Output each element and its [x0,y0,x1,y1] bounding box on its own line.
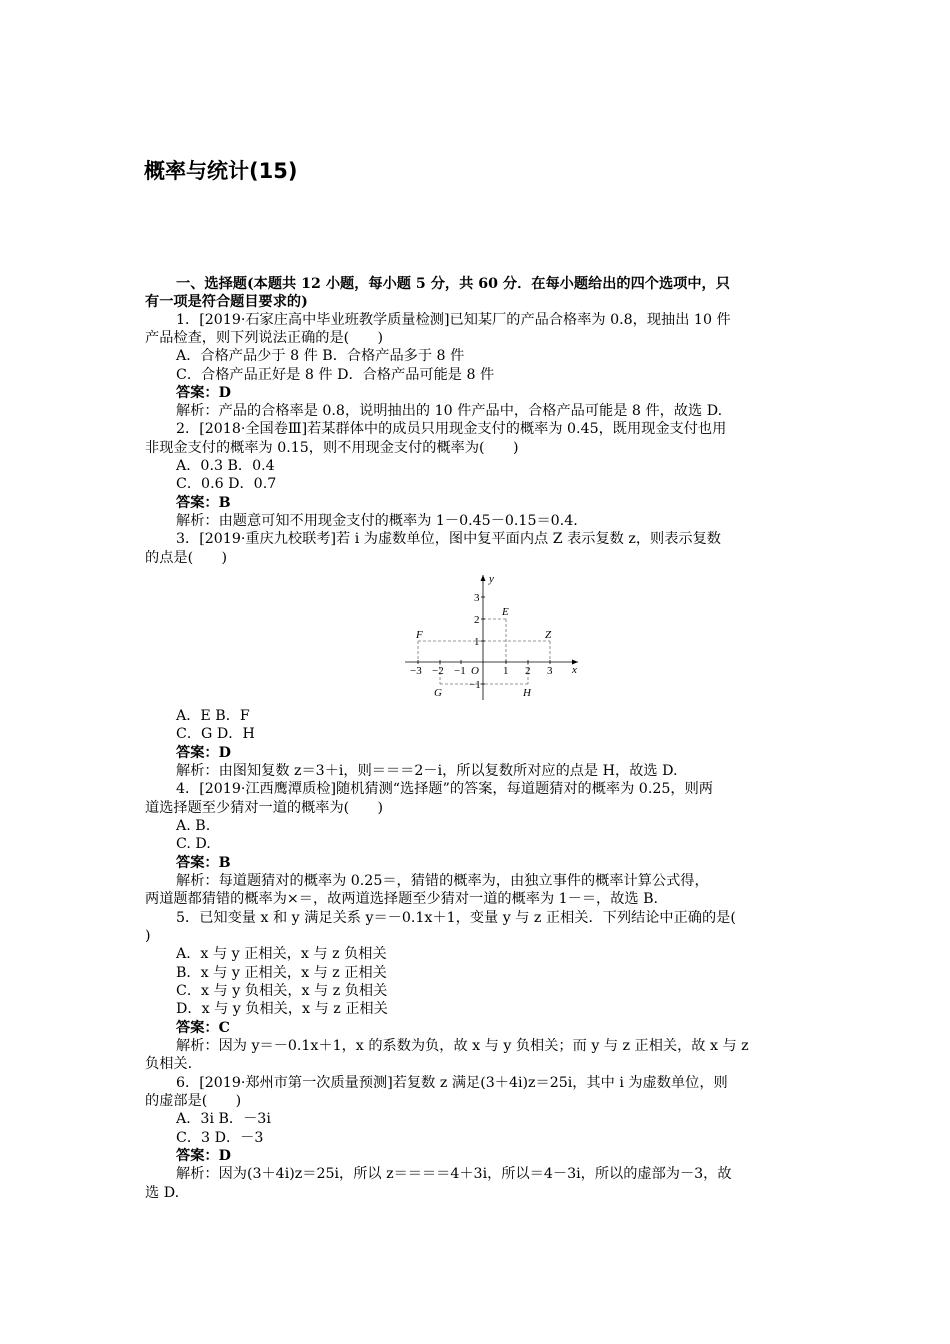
point-g-label: G [434,687,442,699]
q6-answer: 答案：D [176,1148,231,1164]
y-tick: 3 [474,592,480,604]
q2-analysis: 解析：由题意可知不用现金支付的概率为 1－0.45－0.15＝0.4. [176,513,578,529]
q1-options-ab: A．合格产品少于 8 件 B．合格产品多于 8 件 [176,348,465,364]
origin-label: O [471,665,479,677]
x-axis-label: x [572,664,577,676]
q4-options-cd: C. D. [176,836,211,852]
y-axis-label: y [489,573,494,585]
q4-analysis-cont: 两道题都猜错的概率为×＝，故两道选择题至少猜对一道的概率为 1－＝，故选 B. [145,891,659,907]
q6-stem-cont: 的虚部是( ) [145,1093,242,1109]
point-h-label: H [523,687,531,699]
x-tick: 3 [547,665,553,677]
q5-analysis-cont: 负相关. [145,1056,193,1072]
q6-analysis-cont: 选 D. [145,1185,180,1201]
q1-options-cd: C．合格产品正好是 8 件 D．合格产品可能是 8 件 [176,367,495,383]
q3-answer: 答案：D [176,745,231,761]
q4-stem: 4．[2019·江西鹰潭质检]随机猜测“选择题”的答案，每道题猜对的概率为 0.25，则两 [176,781,713,797]
q5-option-c: C．x 与 y 负相关，x 与 z 负相关 [176,983,388,999]
q2-stem: 2．[2018·全国卷Ⅲ]若某群体中的成员只用现金支付的概率为 0.45，既用现金支付也用 [176,421,727,437]
q6-stem: 6．[2019·郑州市第一次质量预测]若复数 z 满足(3＋4i)z＝25i，其中 i 为虚数单位，则 [176,1075,728,1091]
section-heading-cont: 有一项是符合题目要求的) [145,294,308,310]
q3-stem-cont: 的点是( ) [145,550,228,566]
q4-options-ab: A. B. [176,818,211,834]
q5-stem: 5．已知变量 x 和 y 满足关系 y＝－0.1x＋1，变量 y 与 z 正相关．下列结论中正确的是( [176,910,736,926]
q2-stem-cont: 非现金支付的概率为 0.15，则不用现金支付的概率为( ) [145,440,519,456]
q4-analysis: 解析：每道题猜对的概率为 0.25＝，猜错的概率为，由独立事件的概率计算公式得， [176,873,709,889]
section-heading: 一、选择题(本题共 12 小题，每小题 5 分，共 60 分．在每小题给出的四个选项中，只 [176,276,730,292]
q4-stem-cont: 道选择题至少猜对一道的概率为( ) [145,800,384,816]
q3-options-cd: C．G D．H [176,726,255,742]
q1-answer: 答案：D [176,385,231,401]
q2-options-ab: A．0.3 B．0.4 [176,458,275,474]
point-f-label: F [416,629,423,641]
q1-stem: 1．[2019·石家庄高中毕业班教学质量检测]已知某厂的产品合格率为 0.8，现抽出 10 件 [176,312,731,328]
q2-answer: 答案：B [176,495,231,511]
x-tick: −3 [410,665,422,677]
point-e-label: E [502,606,509,618]
point-z-label: Z [545,629,552,641]
x-tick: −2 [432,665,444,677]
q5-option-d: D．x 与 y 负相关，x 与 z 正相关 [176,1001,388,1017]
q6-options-cd: C．3 D．－3 [176,1130,264,1146]
complex-plane-figure [400,572,585,702]
q3-options-ab: A．E B．F [176,708,250,724]
q4-answer: 答案：B [176,855,231,871]
y-tick: 2 [474,614,480,626]
x-tick: 2 [525,665,531,677]
q5-option-b: B．x 与 y 正相关，x 与 z 正相关 [176,965,387,981]
q1-analysis: 解析：产品的合格率是 0.8，说明抽出的 10 件产品中，合格产品可能是 8 件，故选 D. [176,403,723,419]
q1-stem-cont: 产品检查，则下列说法正确的是( ) [145,330,384,346]
x-tick: −1 [454,665,466,677]
q6-analysis: 解析：因为(3＋4i)z＝25i，所以 z＝＝＝＝4＋3i，所以＝4－3i，所以的虚部为－3，故 [176,1166,732,1182]
page-title: 概率与统计(15) [144,159,298,183]
q3-stem: 3．[2019·重庆九校联考]若 i 为虚数单位，图中复平面内点 Z 表示复数 z，则表示复数 [176,531,721,547]
q2-options-cd: C．0.6 D．0.7 [176,476,277,492]
q5-option-a: A．x 与 y 正相关，x 与 z 负相关 [176,946,387,962]
y-tick: −1 [469,679,481,691]
q5-answer: 答案：C [176,1020,230,1036]
q5-stem-cont: ) [145,928,151,944]
y-axis-arrow [481,575,486,581]
y-tick: 1 [474,636,480,648]
x-tick: 1 [503,665,509,677]
q6-options-ab: A．3i B．－3i [176,1111,271,1127]
q3-analysis: 解析：由图知复数 z＝3＋i，则＝＝＝2－i，所以复数所对应的点是 H，故选 D. [176,763,678,779]
q5-analysis: 解析：因为 y＝－0.1x＋1，x 的系数为负，故 x 与 y 负相关；而 y 与 z 正相关，故 x 与 z [176,1038,749,1054]
